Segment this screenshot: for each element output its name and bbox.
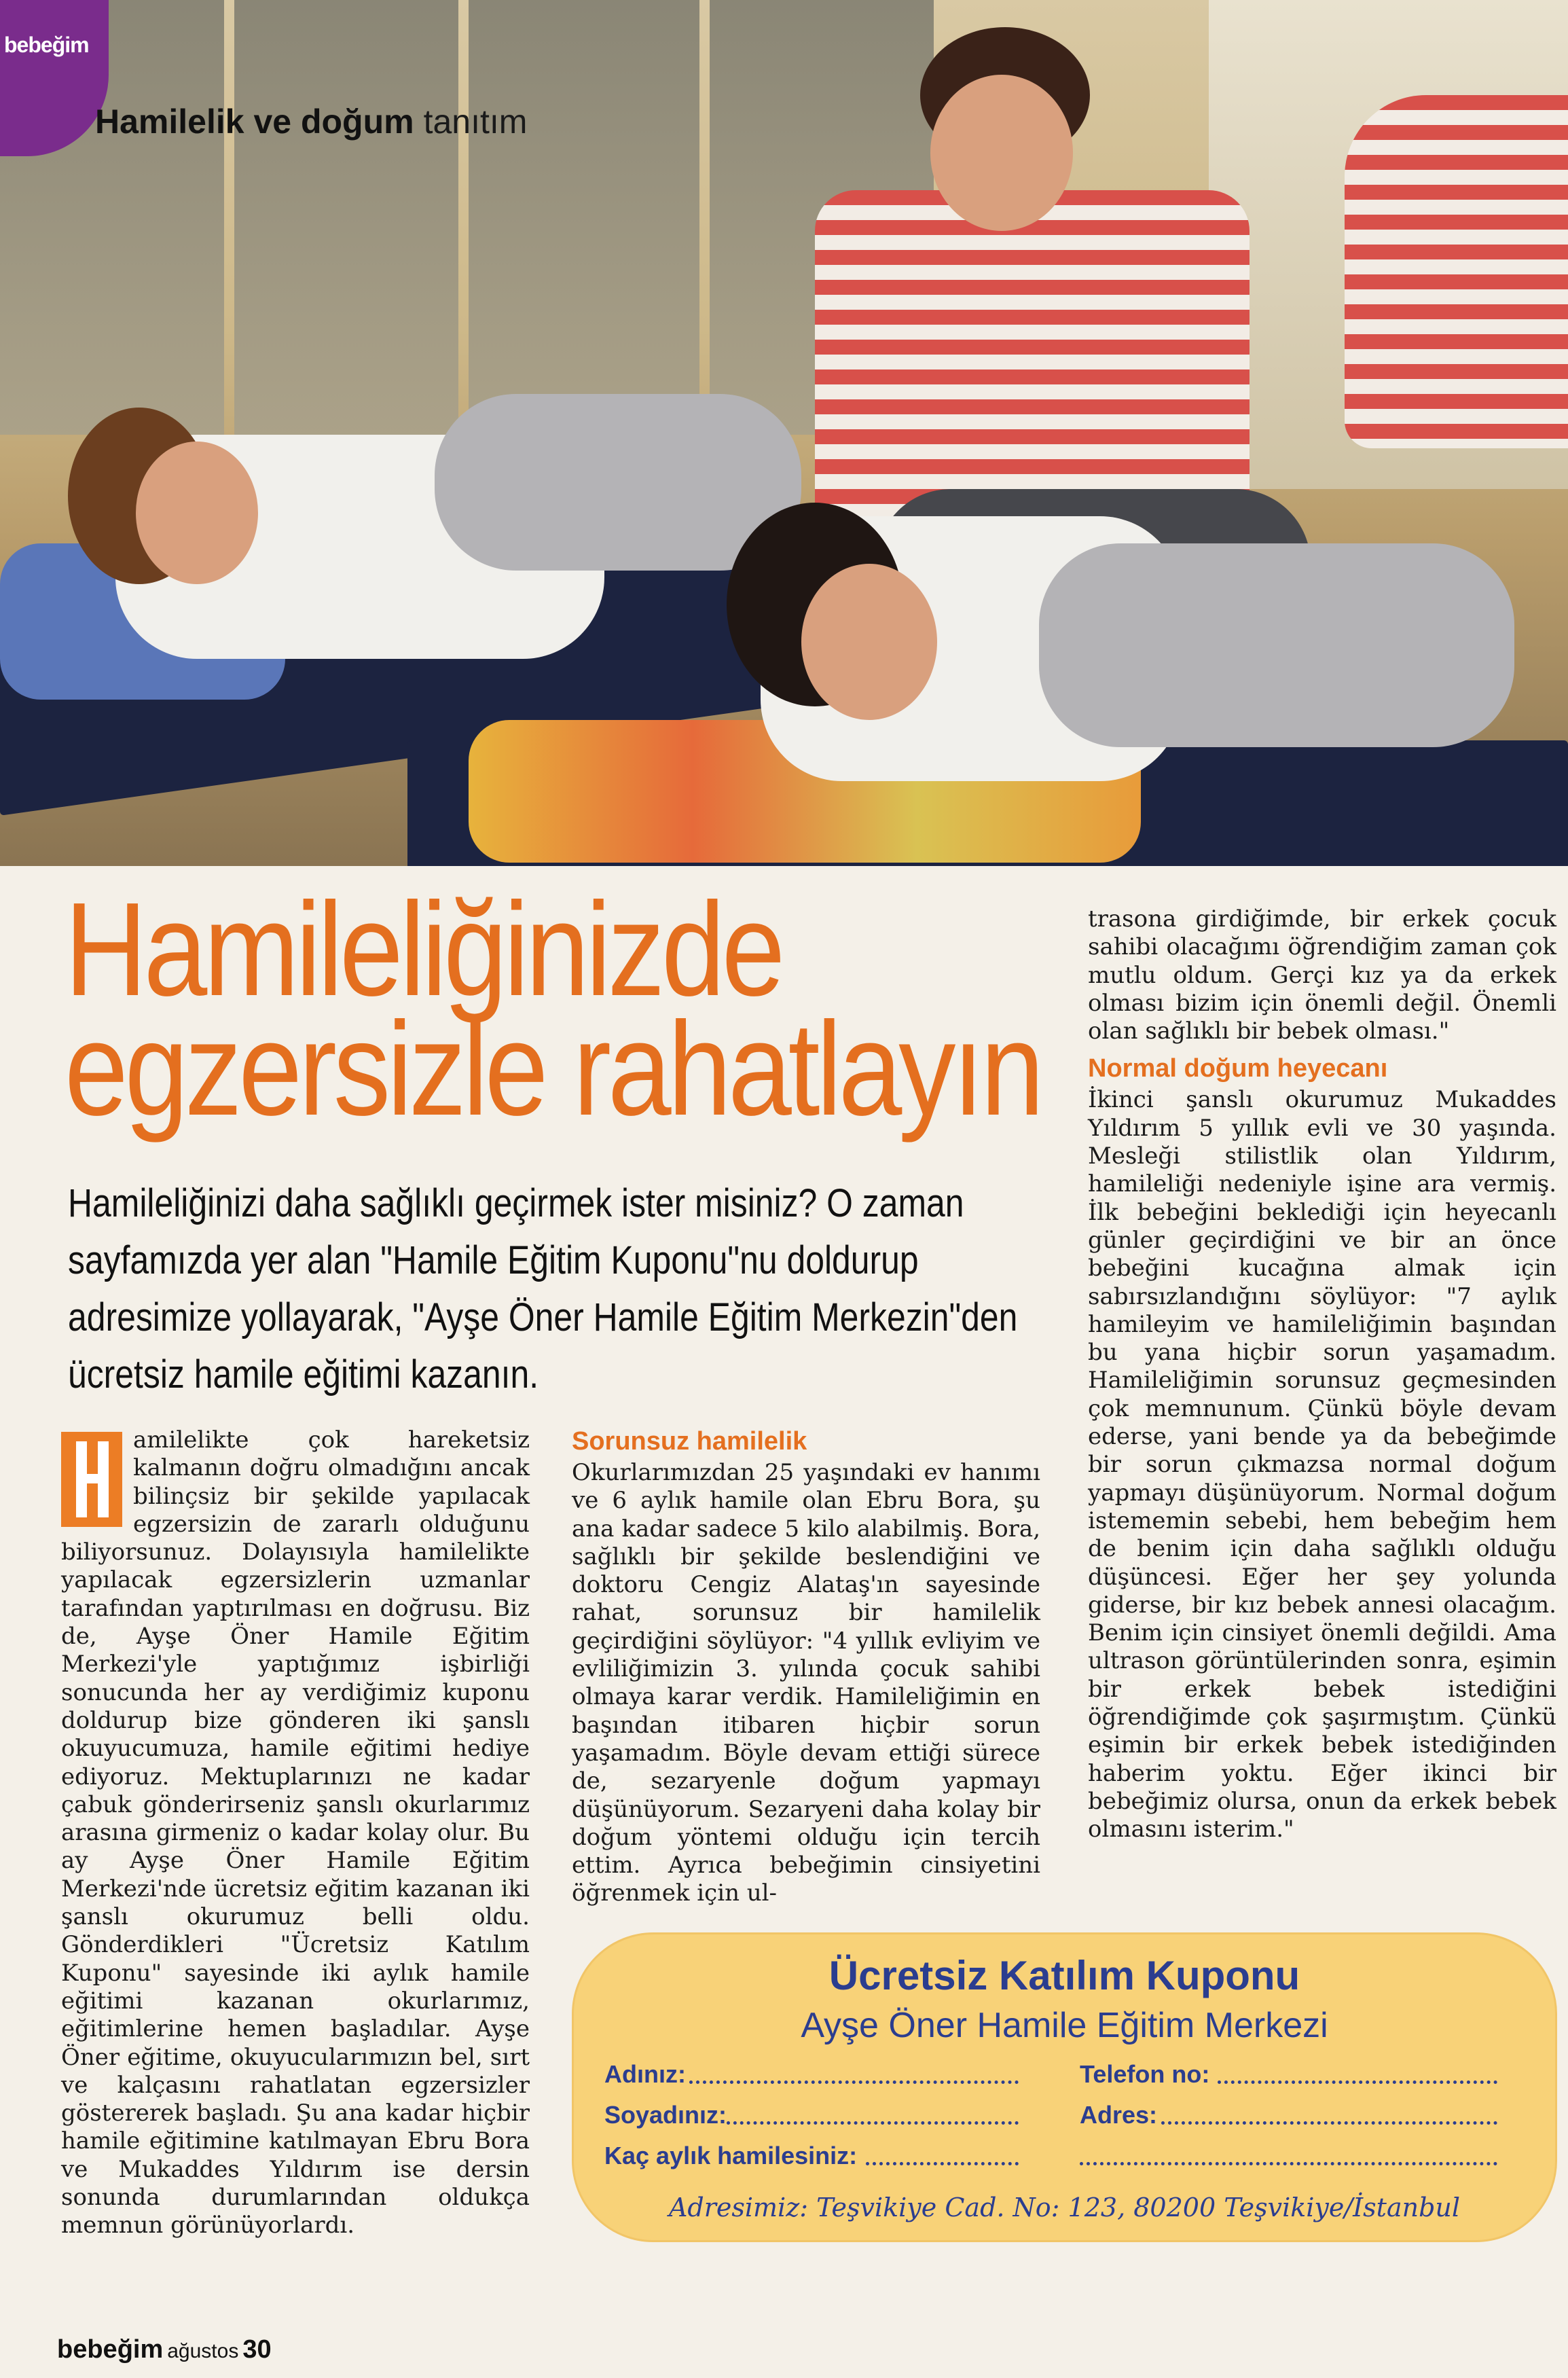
article-column-3 bbox=[1088, 905, 1556, 1844]
months-label: Kaç aylık hamilesiniz: bbox=[604, 2142, 858, 2169]
months-field[interactable] bbox=[866, 2162, 1019, 2165]
phone-field[interactable] bbox=[1218, 2080, 1497, 2084]
page-footer bbox=[57, 2335, 272, 2364]
woman-face bbox=[801, 564, 937, 720]
article-column-2 bbox=[572, 1426, 1040, 1908]
instructor-face bbox=[930, 75, 1073, 231]
coupon-title: Ücretsiz Katılım Kuponu bbox=[828, 1953, 1300, 1998]
footer-brand: bebeğim bbox=[57, 2335, 164, 2364]
mirror-panel bbox=[234, 0, 458, 435]
section-title: Hamilelik ve doğum bbox=[95, 103, 414, 141]
section-label bbox=[95, 102, 527, 141]
surname-label: Soyadınız: bbox=[604, 2101, 727, 2129]
body-paragraph: amilelikte çok hareketsiz kalmanın doğru olmadığını ancak bilinçsiz bir şekilde yapılacak egzersizin de zararlı olduğunu biliyorsunuz. Dolayısıyla hamilelikte yapılacak egzersizlerin uzmanlar tarafından yaptırılması en doğrusu. Biz de, Ayşe Öner Hamile Eğitim Merkezi'yle yaptığımız işbirliği sonucunda her ay verdiğimiz kuponu doldurup bize gönderen iki şanslı okuyucumuza, hamile eğitimi hediye ediyoruz. Mektuplarınızı ne kadar çabuk gönderirseniz şanslı okurlarımız arasına girmeniz o kadar kolay olur. Bu ay Ayşe Öner Hamile Eğitim Merkezi'nde ücretsiz eğitim kazanan iki şanslı okurumuz belli oldu. Gönderdikleri "Ücretsiz Katılım Kuponu" sayesinde iki aylık hamile eğitimi kazanan okurlarımız, eğitimlerine hemen başladılar. Ayşe Öner eğitime, okuyucularımızın bel, sırt ve kalçasını rahatlatan egzersizler göstererek başladı. Şu ana kadar hiçbir hamile eğitimine katılmayan Ebru Bora ve Mukaddes Yıldırım ise dersin sonunda durumlarından oldukça memnun görünüyorlardı. bbox=[61, 1426, 530, 2239]
coupon-box bbox=[572, 1932, 1557, 2242]
coupon-subtitle: Ayşe Öner Hamile Eğitim Merkezi bbox=[801, 2006, 1328, 2045]
article-title bbox=[65, 875, 1041, 1143]
phone-label: Telefon no: bbox=[1080, 2060, 1210, 2088]
dropcap-h bbox=[61, 1432, 122, 1527]
brand-badge-label: bebeğim bbox=[4, 33, 89, 57]
subheading: Sorunsuz hamilelik bbox=[572, 1427, 807, 1456]
section-tag: tanıtım bbox=[423, 103, 528, 141]
title-line: Hamileliğinizde bbox=[65, 875, 782, 1024]
subheading: Normal doğum heyecanı bbox=[1088, 1054, 1388, 1083]
title-line: egzersizle rahatlayın bbox=[65, 994, 1041, 1143]
address-field[interactable] bbox=[1161, 2121, 1497, 2125]
name-label: Adınız: bbox=[604, 2060, 686, 2088]
body-paragraph: Okurlarımızdan 25 yaşındaki ev hanımı ve 6 aylık hamile olan Ebru Bora, şu ana kadar sadece 5 kilo alabilmiş. Bora, sağlıklı bir şekilde beslendiğini ve doktoru Cengiz Alataş'ın sayesinde rahat, sorunsuz bir hamilelik geçirdiğini söylüyor: "4 yıllık evliyim ve evliliğimizin 3. yılında çocuk sahibi olmaya karar verdik. Hamileliğimin en başından itibaren hiçbir sorun yaşamadım. Böyle devam ettiği sürece de, sezaryenle doğum yapmayı düşünüyorum. Sezaryeni daha kolay bir doğum yöntemi olduğu için tercih ettim. Ayrıca bebeğimin cinsiyetini öğrenmek için ul- bbox=[572, 1459, 1040, 1907]
article-lead: Hamileliğinizi daha sağlıklı geçirmek ister misiniz? O zaman sayfamızda yer alan "Hamile Eğitim Kuponu"nu doldurup adresimize yollayarak, "Ayşe Öner Hamile Eğitim Merkezin"den ücretsiz hamile eğitimi kazanın. bbox=[68, 1181, 1018, 1397]
article-column-1 bbox=[61, 1426, 530, 2240]
background-person bbox=[1345, 95, 1568, 448]
page-number: 30 bbox=[242, 2335, 272, 2364]
coupon-address: Adresimiz: Teşvikiye Cad. No: 123, 80200 Teşvikiye/İstanbul bbox=[668, 2193, 1461, 2222]
woman-pants bbox=[1039, 543, 1514, 747]
name-field[interactable] bbox=[689, 2080, 1019, 2084]
woman-face bbox=[136, 442, 258, 584]
footer-month: ağustos bbox=[167, 2340, 239, 2362]
body-paragraph: İkinci şanslı okurumuz Mukaddes Yıldırım 5 yıllık evli ve 30 yaşında. Mesleği stilistlik olan Yıldırım, hamileliği nedeniyle işine ara vermiş. İlk bebeğini beklediği için heyecanlı günler geçirdiğini ve bir an önce bebeğini kucağına almak için sabırsızlandığını söylüyor: "7 aylık hamileyim ve hamileliğimin başından bu yana hiçbir sorun yaşamadım. Hamileliğimin sorunsuz geçmesinden çok memnunum. Çünkü böyle devam ederse, yani bende ya da bebeğimde bir sorun çıkmazsa normal doğum yapmayı düşünüyorum. Normal doğum istememin sebebi, hem bebeğim hem de benim için daha sağlıklı olduğu düşüncesi. Eğer her şey yolunda giderse, bir kız bebek annesi olacağım. Benim için cinsiyet önemli değildi. Ama ultrason görüntülerinden sonra, eşimin bir erkek bebek istediğini öğrendiğimde çok şaşırmıştım. Çünkü eşimin bir erkek bebek istediğinden haberim yoktu. Eğer ikinci bir bebeğimiz olursa, onun da erkek bebek olmasını isterim." bbox=[1088, 1086, 1556, 1843]
body-paragraph: trasona girdiğimde, bir erkek çocuk sahibi olacağımı öğrendiğim zaman çok mutlu oldum. Gerçi kız ya da erkek olması bizim için önemli değil. Önemli olan sağlıklı bir bebek olması." bbox=[1088, 905, 1556, 1045]
surname-field[interactable] bbox=[727, 2121, 1019, 2125]
instructor-shirt bbox=[815, 190, 1250, 530]
address-field-line-2[interactable] bbox=[1080, 2162, 1497, 2165]
address-label: Adres: bbox=[1080, 2101, 1158, 2129]
mirror-panel bbox=[469, 0, 699, 435]
